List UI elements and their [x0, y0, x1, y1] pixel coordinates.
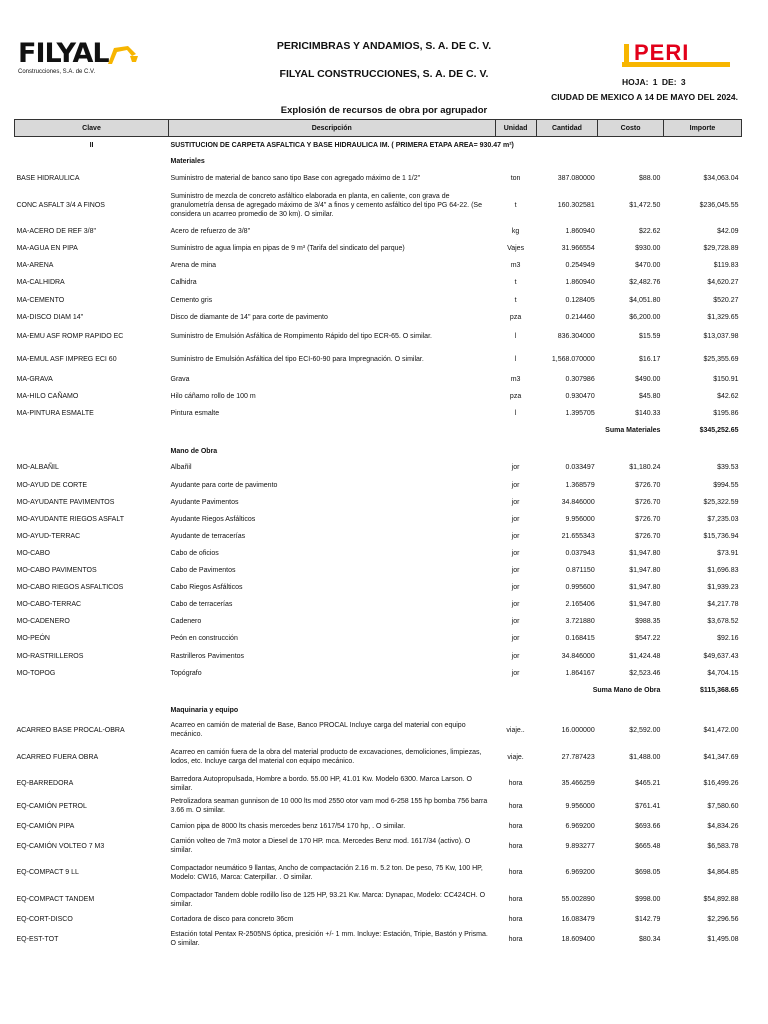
cell-descripcion: Acarreo en camión fuera de la obra del material producto de excavaciones, demoliciones, limpiezas, lodos, etc. Incluye carga del material con equipo mecánico. [170, 749, 482, 766]
cell-importe: $3,678.52 [707, 618, 739, 626]
table-body [15, 137, 742, 951]
cell-clave: MO-CABO [16, 549, 50, 557]
cell-clave: MA-HILO CAÑAMO [16, 392, 79, 400]
cell-cantidad: 9.956000 [565, 515, 595, 523]
cell-costo: $142.79 [635, 915, 661, 923]
cell-unidad: hora [508, 802, 523, 810]
cell-cantidad: 387.080000 [557, 175, 595, 183]
table-row [15, 388, 742, 405]
cell-costo: $4,051.80 [629, 296, 661, 304]
cell-clave: MO-PEÓN [16, 635, 50, 643]
section-title: Maquinaria y equipo [170, 707, 239, 715]
cell-importe: $92.16 [717, 635, 739, 643]
cell-clave: EQ-EST-TOT [16, 935, 59, 943]
cell-importe: $7,235.03 [707, 515, 739, 523]
table-row [15, 665, 742, 682]
cell-descripcion: Cortadora de disco para concreto 36cm [170, 915, 294, 923]
cell-clave: MA-ARENA [16, 262, 54, 270]
cell-unidad: hora [508, 780, 523, 788]
cell-importe: $49,637.43 [703, 652, 739, 660]
cell-importe: $54,892.88 [703, 896, 739, 903]
cell-unidad: l [514, 333, 517, 341]
table-row [15, 371, 742, 388]
cell-cantidad: 18.609400 [561, 935, 595, 943]
cell-importe: $42.09 [717, 228, 739, 236]
cell-importe: $39.53 [717, 464, 739, 472]
cell-unidad: t [514, 201, 517, 209]
cell-importe: $1,939.23 [707, 584, 739, 592]
cell-descripcion: Cabo de terracerías [170, 601, 233, 609]
filyal-logo-subtitle: Construcciones, S.A. de C.V. [18, 69, 96, 75]
cell-cantidad: 31.966554 [561, 245, 595, 253]
cell-cantidad: 1.368579 [565, 481, 595, 489]
cell-cantidad: 0.871150 [566, 567, 595, 575]
cell-costo: $80.34 [639, 935, 661, 943]
cell-clave: EQ-COMPACT 9 LL [16, 869, 79, 877]
section-title: Mano de Obra [170, 447, 218, 455]
cell-clave: MO-TOPOG [16, 669, 56, 677]
cell-clave: MA-GRAVA [16, 375, 53, 383]
cell-clave: MO-CABO PAVIMENTOS [16, 567, 97, 575]
cell-unidad: jor [511, 464, 520, 472]
table-row [15, 613, 742, 630]
cell-costo: $15.59 [639, 333, 661, 341]
cell-costo: $470.00 [635, 262, 661, 270]
cell-costo: $930.00 [635, 245, 661, 253]
cell-clave: ACARREO BASE PROCAL-OBRA [16, 726, 125, 734]
table-row [15, 818, 742, 835]
cell-unidad: viaje. [507, 753, 524, 761]
cell-importe: $2,296.56 [707, 915, 739, 923]
cell-costo: $998.00 [635, 896, 661, 903]
cell-cantidad: 6.969200 [565, 822, 595, 830]
cell-importe: $15,736.94 [703, 532, 739, 540]
company-name-1: PERICIMBRAS Y ANDAMIOS, S. A. DE C. V. [276, 40, 492, 52]
cell-costo: $1,947.80 [629, 584, 661, 592]
table-row [15, 257, 742, 274]
cell-descripcion: Cabo de oficios [170, 549, 219, 557]
cell-importe: $4,217.78 [707, 601, 739, 609]
cell-importe: $4,864.85 [707, 869, 739, 877]
cell-unidad: hora [508, 896, 523, 903]
cell-cantidad: 6.969200 [565, 869, 595, 877]
cell-costo: $45.80 [639, 392, 661, 400]
cell-unidad: l [514, 355, 517, 363]
cell-importe: $41,347.69 [703, 753, 739, 761]
cell-descripcion: Acarreo en camión de material de Base, Banco PROCAL Incluye carga del material con equipo mecánico. [170, 722, 466, 739]
cell-cantidad: 0.033497 [565, 464, 595, 472]
table-header-row [15, 120, 742, 137]
cell-costo: $22.62 [639, 228, 661, 236]
cell-importe: $236,045.55 [699, 201, 739, 209]
cell-unidad: jor [511, 567, 520, 575]
cell-costo: $465.21 [635, 780, 661, 788]
cell-cantidad: 34.846000 [561, 652, 595, 660]
cell-clave: MA-CEMENTO [16, 296, 65, 304]
cell-costo: $726.70 [635, 515, 661, 523]
col-header-clave: Clave [15, 120, 169, 137]
cell-cantidad: 836.304000 [557, 333, 595, 341]
cell-importe: $73.91 [717, 549, 739, 557]
cell-unidad: m3 [510, 375, 521, 383]
cell-cantidad: 35.466259 [561, 780, 595, 788]
peri-logo-word: PERI [634, 40, 690, 65]
cell-unidad: jor [511, 532, 520, 540]
cell-importe: $994.55 [713, 481, 739, 489]
section-title: Materiales [170, 158, 205, 166]
cell-unidad: pza [509, 392, 522, 400]
cell-descripcion: Ayudante para corte de pavimento [170, 481, 278, 489]
cell-unidad: hora [508, 822, 523, 830]
col-header-descripcion: Descripción [169, 120, 496, 137]
cell-unidad: Vajes [507, 245, 525, 253]
cell-costo: $6,200.00 [629, 313, 661, 321]
cell-cantidad: 34.846000 [561, 498, 595, 506]
cell-unidad: hora [508, 915, 523, 923]
cell-cantidad: 3.721880 [565, 618, 595, 626]
cell-unidad: kg [511, 228, 520, 236]
cell-descripcion: Ayudante de terracerías [170, 532, 246, 540]
cell-cantidad: 16.083479 [561, 915, 595, 923]
cell-costo: $88.00 [639, 175, 661, 183]
cell-importe: $4,620.27 [707, 279, 739, 287]
cell-cantidad: 0.037943 [565, 549, 595, 557]
cell-importe: $25,322.59 [703, 498, 739, 506]
cell-costo: $726.70 [635, 498, 661, 506]
cell-cantidad: 55.002890 [561, 896, 595, 903]
document-title: Explosión de recursos de obra por agrupador [280, 105, 488, 116]
table-row [15, 240, 742, 257]
cell-descripcion: Compactador neumático 9 llantas, Ancho de compactación 2.16 m. 5.2 ton. De peso, 75 Kw, 100 HP, Modelo: CW16, Marca: Caterpillar. . O similar. [170, 864, 483, 881]
cell-descripcion: Ayudante Riegos Asfálticos [170, 515, 256, 523]
cell-importe: $6,583.78 [707, 842, 739, 850]
company-name-2: FILYAL CONSTRUCCIONES, S. A. DE C. V. [279, 68, 489, 80]
cell-costo: $726.70 [635, 532, 661, 540]
cell-importe: $1,696.83 [707, 567, 739, 575]
cell-costo: $1,947.80 [629, 601, 661, 609]
cell-costo: $2,482.76 [629, 279, 661, 287]
cell-costo: $16.17 [639, 355, 661, 363]
cell-cantidad: 0.307986 [565, 375, 595, 383]
table-row [15, 911, 742, 928]
cell-clave: EQ-CORT-DISCO [16, 915, 73, 923]
cell-clave: MA-PINTURA ESMALTE [16, 409, 94, 417]
cell-clave: CONC ASFALT 3/4 A FINOS [16, 201, 105, 209]
group-description: SUSTITUCION DE CARPETA ASFALTICA Y BASE HIDRAULICA IM. ( PRIMERA ETAPA AREA= 930.47 m²) [170, 141, 514, 149]
cell-descripcion: Ayudante Pavimentos [170, 498, 239, 506]
cell-clave: MO-ALBAÑIL [16, 464, 59, 472]
cell-clave: EQ-CAMIÓN PIPA [16, 822, 75, 830]
cell-importe: $119.83 [713, 262, 739, 270]
table-row [15, 562, 742, 579]
cell-unidad: jor [511, 515, 520, 523]
section-sum-row [15, 682, 742, 699]
cell-unidad: jor [511, 481, 520, 489]
table-row [15, 545, 742, 562]
cell-clave: MO-CADENERO [16, 618, 70, 626]
col-header-unidad: Unidad [495, 120, 536, 137]
cell-cantidad: 1.864167 [565, 669, 595, 677]
cell-costo: $2,592.00 [629, 726, 661, 734]
table-row [15, 630, 742, 647]
cell-importe: $150.91 [713, 375, 739, 383]
cell-descripcion: Camión volteo de 7m3 motor a Diesel de 170 HP. mca. Mercedes Benz mod. 1617/34 (activo). O similar. [170, 838, 471, 854]
cell-importe: $195.86 [713, 409, 739, 417]
cell-cantidad: 16.000000 [561, 726, 595, 734]
cell-costo: $665.48 [635, 842, 661, 850]
cell-clave: MA-DISCO DIAM 14" [16, 313, 84, 321]
table-row [15, 223, 742, 240]
cell-descripcion: Rastrilleros Pavimentos [170, 652, 245, 660]
table-row [15, 596, 742, 613]
cell-unidad: jor [511, 498, 520, 506]
section-sum-value: $345,252.65 [699, 426, 739, 434]
table-row [15, 291, 742, 308]
table-row [15, 795, 742, 818]
cell-unidad: jor [511, 549, 520, 557]
cell-cantidad: 1.860940 [565, 228, 595, 236]
cell-importe: $25,355.69 [703, 355, 739, 363]
cell-importe: $1,495.08 [707, 935, 739, 943]
table-row [15, 579, 742, 596]
cell-unidad: pza [509, 313, 522, 321]
cell-clave: MA-EMU ASF ROMP RAPIDO EC [16, 333, 124, 341]
cell-descripcion: Hilo cáñamo rollo de 100 m [170, 392, 256, 400]
cell-costo: $547.22 [635, 635, 661, 643]
cell-cantidad: 0.128405 [565, 296, 595, 304]
cell-descripcion: Pintura esmalte [170, 409, 220, 417]
cell-clave: MO-RASTRILLEROS [16, 652, 84, 660]
cell-clave: EQ-CAMIÓN PETROL [16, 802, 87, 810]
cell-cantidad: 9.893277 [565, 842, 595, 850]
cell-descripcion: Camion pipa de 8000 lts chasis mercedes benz 1617/54 170 hp, . O similar. [170, 822, 406, 830]
cell-descripcion: Estación total Pentax R-2505NS óptica, presición +/- 1 mm. Incluye: Estación, Tripie, Bastón y Prisma. O similar. [170, 931, 488, 948]
cell-clave: MO-AYUD-TERRAC [16, 532, 81, 540]
cell-cantidad: 160.302581 [557, 201, 595, 209]
cell-unidad: hora [508, 869, 523, 877]
cell-importe: $41,472.00 [703, 726, 739, 734]
cell-descripcion: Cabo de Pavimentos [170, 567, 236, 575]
cell-importe: $4,834.26 [707, 822, 739, 830]
cell-descripcion: Albañil [170, 464, 192, 472]
cell-costo: $1,947.80 [629, 549, 661, 557]
cell-costo: $1,180.24 [629, 464, 661, 472]
cell-importe: $520.27 [713, 296, 739, 304]
cell-cantidad: 9.956000 [565, 802, 595, 810]
cell-cantidad: 0.995600 [565, 584, 595, 592]
cell-descripcion: Petrolizadora seaman gunnison de 10 000 lts mod 2550 otor vam mod 6-258 155 hp bomba 756 barra 3.66 m. O similar. [170, 798, 488, 815]
cell-cantidad: 1.395705 [565, 409, 595, 417]
cell-descripcion: Cabo Riegos Asfálticos [170, 584, 243, 592]
cell-descripcion: Acero de refuerzo de 3/8" [170, 228, 251, 236]
table-row [15, 405, 742, 422]
cell-descripcion: Suministro de material de banco sano tipo Base con agregado máximo de 1 1/2" [170, 175, 421, 183]
section-title-row [15, 703, 742, 720]
cell-descripcion: Cadenero [170, 618, 202, 626]
cell-cantidad: 0.254949 [565, 262, 595, 270]
cell-costo: $1,947.80 [629, 567, 661, 575]
cell-importe: $42.62 [717, 392, 739, 400]
cell-descripcion: Grava [170, 375, 190, 383]
cell-costo: $1,488.00 [629, 753, 661, 761]
cell-descripcion: Topógrafo [170, 669, 202, 677]
table-row [15, 477, 742, 494]
cell-costo: $761.41 [635, 802, 661, 810]
cell-clave: MA-EMUL ASF IMPREG ECI 60 [16, 355, 117, 363]
cell-descripcion: Calhidra [170, 279, 197, 287]
cell-unidad: t [514, 296, 517, 304]
cell-clave: EQ-COMPACT TANDEM [16, 896, 95, 903]
page-counter: HOJA: 1 DE: 3 [622, 77, 686, 87]
cell-cantidad: 0.168415 [565, 635, 595, 643]
section-title-row [15, 154, 742, 171]
cell-cantidad: 0.214460 [565, 313, 595, 321]
cell-unidad: hora [508, 935, 523, 943]
table-row [15, 773, 742, 796]
cell-costo: $1,472.50 [629, 201, 661, 209]
cell-importe: $16,499.26 [703, 780, 739, 788]
table-row [15, 274, 742, 291]
table-row [15, 326, 742, 349]
cell-unidad: jor [511, 652, 520, 660]
cell-unidad: jor [511, 584, 520, 592]
cell-clave: MO-AYUD DE CORTE [16, 481, 88, 489]
cell-descripcion: Suministro de agua limpia en pipas de 9 m³ (Tarifa del sindicato del parque) [170, 245, 405, 253]
cell-costo: $490.00 [635, 375, 661, 383]
table-row [15, 494, 742, 511]
filyal-logo-word: FILYAL [18, 38, 109, 69]
cell-costo: $2,523.46 [629, 669, 661, 677]
cell-clave: MO-AYUDANTE RIEGOS ASFALT [16, 515, 124, 523]
table-row [15, 511, 742, 528]
cell-costo: $1,424.48 [629, 652, 661, 660]
cell-cantidad: 2.165406 [565, 601, 595, 609]
cell-costo: $988.35 [635, 618, 661, 626]
cell-costo: $726.70 [635, 481, 661, 489]
cell-importe: $7,580.60 [707, 802, 739, 810]
cell-clave: MA-AGUA EN PIPA [16, 245, 78, 253]
section-sum-label: Suma Mano de Obra [592, 686, 661, 694]
cell-clave: EQ-CAMIÓN VOLTEO 7 M3 [16, 842, 105, 850]
cell-importe: $4,704.15 [707, 669, 739, 677]
table-row [15, 647, 742, 664]
cell-costo: $693.66 [635, 822, 661, 830]
cell-importe: $34,063.04 [703, 175, 739, 183]
cell-cantidad: 1.860940 [565, 279, 595, 287]
table-row [15, 528, 742, 545]
section-sum-label: Suma Materiales [605, 426, 661, 434]
table-row [15, 888, 742, 911]
table-row [15, 928, 742, 951]
peri-logo [622, 38, 732, 70]
cell-clave: MO-CABO RIEGOS ASFALTICOS [16, 584, 124, 592]
cell-clave: MA-ACERO DE REF 3/8" [16, 228, 96, 236]
cell-clave: MO-AYUDANTE PAVIMENTOS [16, 498, 115, 506]
col-header-cantidad: Cantidad [536, 120, 598, 137]
cell-costo: $140.33 [635, 409, 661, 417]
section-sum-row [15, 422, 742, 439]
cell-importe: $29,728.89 [703, 245, 739, 253]
cell-clave: BASE HIDRAULICA [16, 175, 80, 183]
cell-unidad: jor [511, 635, 520, 643]
cell-descripcion: Suministro de mezcla de concreto asfáltico elaborada en planta, en caliente, con grava de granulometría densa de agregado máximo de 3/4" a finos y cemento asfáltico del tipo PG 64-22. (Se considera un acarreo promedio de 30 km). O similar. [170, 192, 482, 218]
cell-clave: EQ-BARREDORA [16, 780, 74, 788]
table-row [15, 742, 742, 773]
table-row [15, 348, 742, 371]
cell-unidad: jor [511, 669, 520, 677]
cell-descripcion: Cemento gris [170, 296, 213, 304]
section-sum-value: $115,368.65 [699, 686, 739, 694]
group-row [15, 137, 742, 154]
cell-cantidad: 1,568.070000 [551, 355, 595, 363]
cell-costo: $698.05 [635, 869, 661, 877]
cell-cantidad: 27.787423 [561, 753, 595, 761]
cell-descripcion: Suministro de Emulsión Asfáltica de Rompimento Rápido del tipo ECR-65. O similar. [170, 333, 432, 341]
cell-cantidad: 0.930470 [565, 392, 595, 400]
cell-descripcion: Compactador Tandem doble rodillo liso de 125 HP, 93.21 Kw. Marca: Dynapac, Modelo: CC424CH. O similar. [170, 891, 486, 908]
col-header-importe: Importe [663, 120, 741, 137]
cell-descripcion: Suministro de Emulsión Asfáltica del tipo ECI-60-90 para Impregnación. O similar. [170, 355, 424, 363]
table-row [15, 459, 742, 476]
cell-unidad: jor [511, 618, 520, 626]
cell-descripcion: Disco de diamante de 14" para corte de pavimento [170, 313, 328, 321]
cell-unidad: viaje.. [506, 726, 525, 734]
cell-cantidad: 21.655343 [561, 532, 595, 540]
cell-clave: ACARREO FUERA OBRA [16, 753, 99, 761]
cell-descripcion: Arena de mina [170, 262, 217, 270]
cell-unidad: t [514, 279, 517, 287]
date-line: CIUDAD DE MEXICO A 14 DE MAYO DEL 2024. [551, 92, 738, 102]
cell-unidad: m3 [510, 262, 521, 270]
cell-unidad: ton [510, 175, 521, 183]
table-row [15, 835, 742, 858]
cell-unidad: hora [508, 842, 523, 850]
cell-descripcion: Barredora Autopropulsada, Hombre a bordo. 55.00 HP, 41.01 Kw. Modelo 6300. Marca Larson. O similar. [170, 775, 472, 792]
cell-unidad: l [514, 409, 517, 417]
section-title-row [15, 443, 742, 460]
cell-descripcion: Peón en construcción [170, 635, 238, 643]
cell-clave: MO-CABO-TERRAC [16, 601, 82, 609]
group-clave: II [89, 141, 94, 149]
cell-unidad: jor [511, 601, 520, 609]
table-row [15, 309, 742, 326]
cell-importe: $13,037.98 [703, 333, 739, 341]
table-row [15, 857, 742, 888]
resources-table [14, 119, 742, 950]
peri-logo-stem [624, 44, 629, 66]
cell-clave: MA-CALHIDRA [16, 279, 65, 287]
table-row [15, 187, 742, 223]
cell-importe: $1,329.65 [707, 313, 739, 321]
table-row [15, 170, 742, 187]
col-header-costo: Costo [598, 120, 664, 137]
table-row [15, 719, 742, 742]
